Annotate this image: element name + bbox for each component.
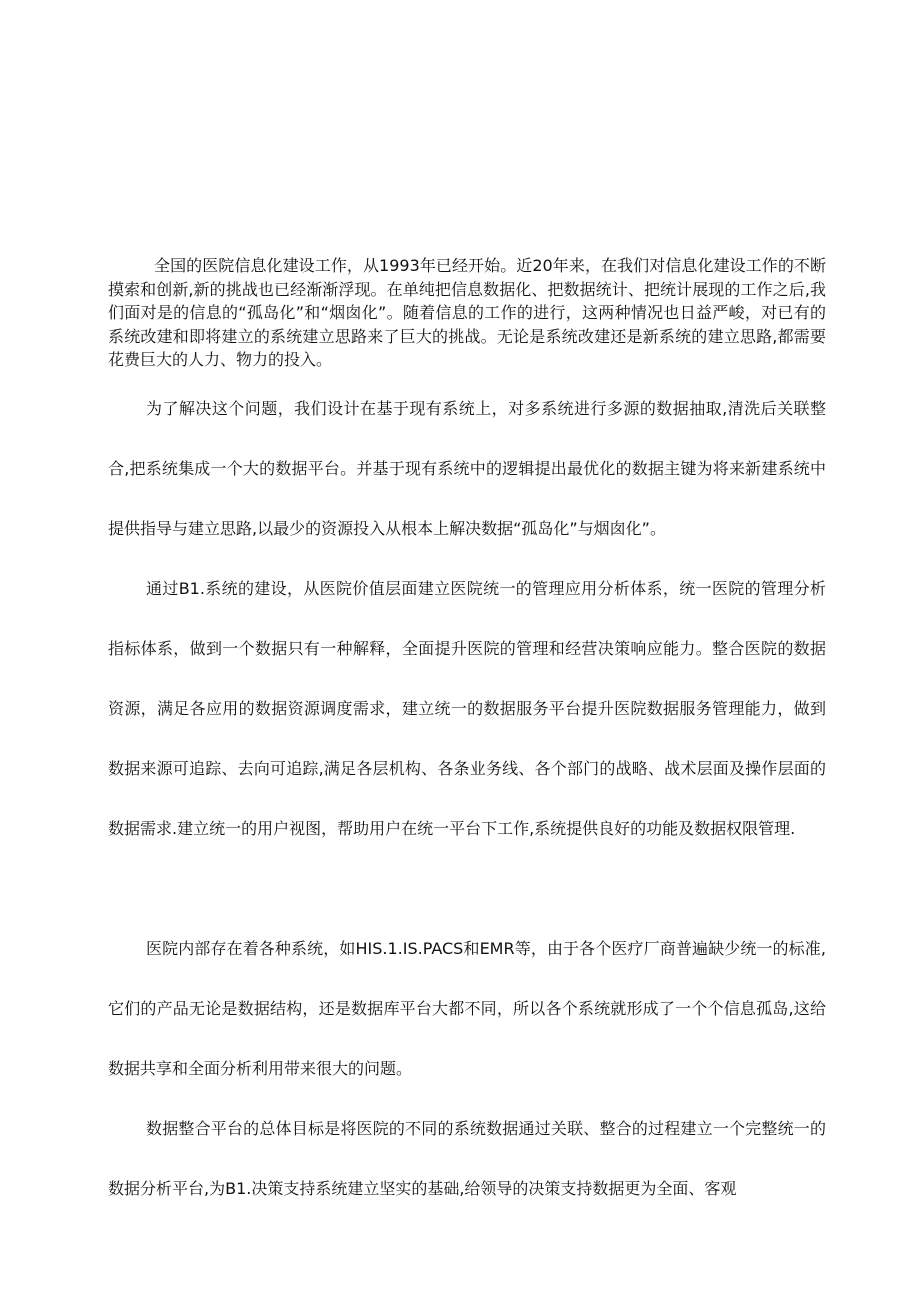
paragraph-info-islands: 医院内部存在着各种系统，如HIS.1.IS.PACS和EMR等，由于各个医疗厂商普遍缺少统一的标准,它们的产品无论是数据结构，还是数据库平台大都不同，所以各个系统就形成了一个个信息孤岛,这给数据共享和全面分析利用带来很大的问题。 [108, 939, 826, 1078]
paragraph-intro: 全国的医院信息化建设工作，从1993年已经开始。近20年来，在我们对信息化建设工作的不断摸索和创新,新的挑战也已经渐渐浮现。在单纯把信息数据化、把数据统计、把统计展现的工作之后,我们面对是的信息的“孤岛化”和“烟囱化”。随着信息的工作的进行，这两种情况也日益严峻，对已有的系统改建和即将建立的系统建立思路来了巨大的挑战。无论是系统改建还是新系统的建立思路,都需要花费巨大的人力、物力的投入。 [108, 256, 826, 369]
paragraph-platform-goal: 数据整合平台的总体目标是将医院的不同的系统数据通过关联、整合的过程建立一个完整统一的数据分析平台,为B1.决策支持系统建立坚实的基础,给领导的决策支持数据更为全面、客观 [108, 1119, 826, 1198]
paragraph-b1-system: 通过B1.系统的建设，从医院价值层面建立医院统一的管理应用分析体系，统一医院的管理分析指标体系，做到一个数据只有一种解释，全面提升医院的管理和经营决策响应能力。整合医院的数据资源，满足各应用的数据资源调度需求，建立统一的数据服务平台提升医院数据服务管理能力，做到数据来源可追踪、去向可追踪,满足各层机构、各条业务线、各个部门的战略、战术层面及操作层面的数据需求.建立统一的用户视图，帮助用户在统一平台下工作,系统提供良好的功能及数据权限管理. [108, 579, 826, 838]
paragraph-solution: 为了解决这个问题，我们设计在基于现有系统上，对多系统进行多源的数据抽取,清洗后关联整合,把系统集成一个大的数据平台。并基于现有系统中的逻辑提出最优化的数据主键为将来新建系统中提供指导与建立思路,以最少的资源投入从根本上解决数据“孤岛化”与烟囱化”。 [108, 399, 826, 538]
